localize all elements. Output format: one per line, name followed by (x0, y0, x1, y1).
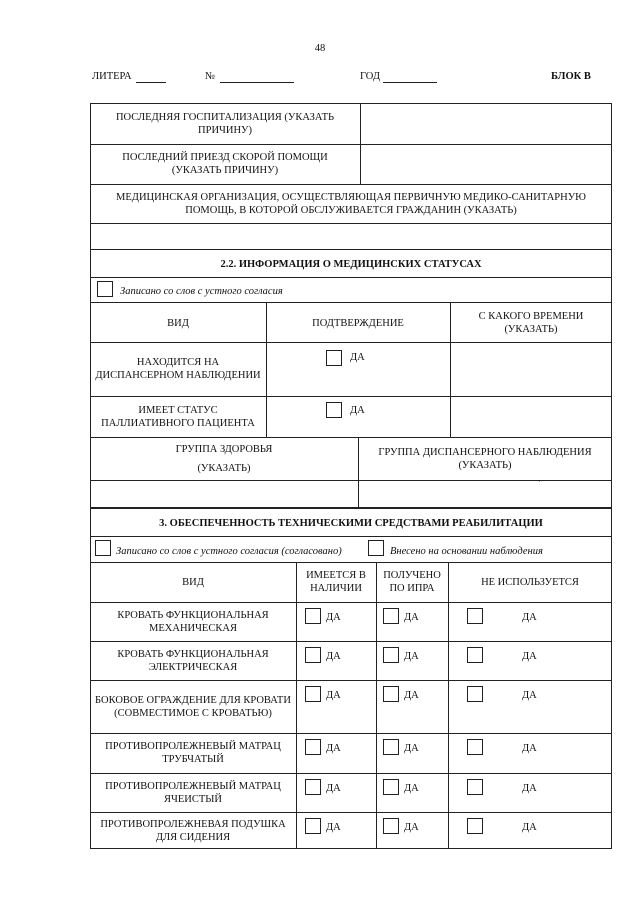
aid-not-used-checkbox[interactable] (467, 739, 483, 755)
medical-org-input[interactable] (92, 225, 610, 248)
aid-not-used-checkbox[interactable] (467, 608, 483, 624)
aid-not-used-yes-label: ДА (522, 612, 537, 623)
aid-not-used-yes-label: ДА (522, 783, 537, 794)
aid-not-used-yes-label: ДА (522, 690, 537, 701)
aid-row-label: ПРОТИВОПРОЛЕЖНЕВЫЙ МАТРАЦ ТРУБЧАТЫЙ (105, 741, 281, 765)
last-hospitalization-input[interactable] (362, 105, 610, 143)
aids-col-not-used: НЕ ИСПОЛЬЗУЕТСЯ (481, 576, 579, 588)
year-label: ГОД (360, 71, 381, 82)
aids-col-received: ПОЛУЧЕНО ПО ИПРА (383, 570, 441, 594)
aid-row-label: ПРОТИВОПРОЛЕЖНЕВЫЙ МАТРАЦ ЯЧЕИСТЫЙ (105, 780, 281, 805)
dispensary-group-label: ГРУППА ДИСПАНСЕРНОГО НАБЛЮДЕНИЯ (УКАЗАТЬ) (378, 447, 592, 471)
aid-not-used-checkbox[interactable] (467, 818, 483, 834)
aid-available-yes-label: ДА (326, 743, 341, 754)
row-divider (90, 641, 612, 642)
last-hospitalization-label: ПОСЛЕДНЯЯ ГОСПИТАЛИЗАЦИЯ (УКАЗАТЬ ПРИЧИНУ) (115, 112, 335, 136)
aid-received-checkbox[interactable] (383, 739, 399, 755)
health-group-label: ГРУППА ЗДОРОВЬЯ (175, 444, 273, 455)
aid-received-checkbox[interactable] (383, 818, 399, 834)
medical-org-label: МЕДИЦИНСКАЯ ОРГАНИЗАЦИЯ, ОСУЩЕСТВЛЯЮЩАЯ ПЕРВИЧНУЮ МЕДИКО-САНИТАРНУЮ ПОМОЩЬ, В КОТОРОЙ ОБСЛУЖИВАЕТСЯ ГРАЖДАНИН (УКАЗАТЬ) (116, 192, 586, 216)
dispensary-since-input[interactable] (452, 344, 610, 394)
aid-received-checkbox[interactable] (383, 647, 399, 663)
aid-not-used-checkbox[interactable] (467, 647, 483, 663)
palliative-yes-label: ДА (350, 405, 365, 416)
observation-note-3: Внесено на основании наблюдения (390, 546, 543, 557)
aid-received-checkbox[interactable] (383, 608, 399, 624)
dispensary-yes-label: ДА (350, 352, 365, 363)
status-row-dispensary-label: НАХОДИТСЯ НА ДИСПАНСЕРНОМ НАБЛЮДЕНИИ (95, 357, 261, 381)
consent-note-22: Записано со слов с устного согласия (120, 286, 283, 297)
aid-available-checkbox[interactable] (305, 647, 321, 663)
status-row-palliative-label: ИМЕЕТ СТАТУС ПАЛЛИАТИВНОГО ПАЦИЕНТА (101, 404, 255, 429)
block-label: БЛОК В (551, 71, 591, 82)
aids-col-available: ИМЕЕТСЯ В НАЛИЧИИ (306, 570, 366, 594)
health-group-input[interactable] (92, 482, 356, 506)
aid-received-yes-label: ДА (404, 651, 419, 662)
aid-available-yes-label: ДА (326, 690, 341, 701)
aid-received-yes-label: ДА (404, 612, 419, 623)
aid-not-used-yes-label: ДА (522, 822, 537, 833)
section-3-title: 3. ОБЕСПЕЧЕННОСТЬ ТЕХНИЧЕСКИМИ СРЕДСТВАМИ РЕАБИЛИТАЦИИ (159, 517, 543, 529)
aid-available-yes-label: ДА (326, 651, 341, 662)
aid-available-checkbox[interactable] (305, 608, 321, 624)
aid-not-used-checkbox[interactable] (467, 686, 483, 702)
consent-checkbox-22[interactable] (97, 281, 113, 297)
number-field[interactable] (220, 82, 294, 83)
aid-received-checkbox[interactable] (383, 779, 399, 795)
year-field[interactable] (383, 82, 437, 83)
status-col-confirm: ПОДТВЕРЖДЕНИЕ (312, 317, 404, 329)
aid-not-used-checkbox[interactable] (467, 779, 483, 795)
aid-row-label: КРОВАТЬ ФУНКЦИОНАЛЬНАЯ МЕХАНИЧЕСКАЯ (117, 609, 269, 634)
page-number: 48 (314, 43, 326, 54)
observation-checkbox-3[interactable] (368, 540, 384, 556)
row-divider (90, 680, 612, 681)
aid-available-yes-label: ДА (326, 612, 341, 623)
status-col-since: С КАКОГО ВРЕМЕНИ (УКАЗАТЬ) (478, 311, 584, 335)
litera-label: ЛИТЕРА (92, 71, 132, 82)
aid-received-checkbox[interactable] (383, 686, 399, 702)
dispensary-group-input[interactable] (360, 482, 610, 506)
scan-mark: · (538, 476, 541, 486)
aid-row-label: БОКОВОЕ ОГРАЖДЕНИЕ ДЛЯ КРОВАТИ (СОВМЕСТИМОЕ С КРОВАТЬЮ) (95, 694, 291, 719)
aid-available-yes-label: ДА (326, 783, 341, 794)
aid-available-yes-label: ДА (326, 822, 341, 833)
aid-received-yes-label: ДА (404, 783, 419, 794)
aid-received-yes-label: ДА (404, 743, 419, 754)
row-divider (90, 733, 612, 734)
dispensary-yes-checkbox[interactable] (326, 350, 342, 366)
aid-row-label: КРОВАТЬ ФУНКЦИОНАЛЬНАЯ ЭЛЕКТРИЧЕСКАЯ (117, 648, 269, 673)
row-divider (90, 812, 612, 813)
litera-field[interactable] (136, 82, 166, 83)
aid-available-checkbox[interactable] (305, 686, 321, 702)
aids-col-type: ВИД (182, 576, 204, 588)
palliative-yes-checkbox[interactable] (326, 402, 342, 418)
aid-available-checkbox[interactable] (305, 739, 321, 755)
aid-not-used-yes-label: ДА (522, 743, 537, 754)
consent-note-3: Записано со слов с устного согласия (согласовано) (116, 546, 342, 557)
palliative-since-input[interactable] (452, 398, 610, 435)
health-group-hint: (УКАЗАТЬ) (197, 463, 251, 474)
status-col-type: ВИД (167, 317, 189, 329)
aid-not-used-yes-label: ДА (522, 651, 537, 662)
row-divider (90, 773, 612, 774)
aid-available-checkbox[interactable] (305, 818, 321, 834)
aid-available-checkbox[interactable] (305, 779, 321, 795)
number-label: № (205, 71, 216, 82)
aid-received-yes-label: ДА (404, 690, 419, 701)
aid-row-label: ПРОТИВОПРОЛЕЖНЕВАЯ ПОДУШКА ДЛЯ СИДЕНИЯ (100, 818, 286, 843)
aid-received-yes-label: ДА (404, 822, 419, 833)
section-22-title: 2.2. ИНФОРМАЦИЯ О МЕДИЦИНСКИХ СТАТУСАХ (220, 258, 482, 270)
last-ambulance-input[interactable] (362, 146, 610, 183)
consent-checkbox-3[interactable] (95, 540, 111, 556)
last-ambulance-label: ПОСЛЕДНИЙ ПРИЕЗД СКОРОЙ ПОМОЩИ (УКАЗАТЬ ПРИЧИНУ) (122, 152, 328, 176)
